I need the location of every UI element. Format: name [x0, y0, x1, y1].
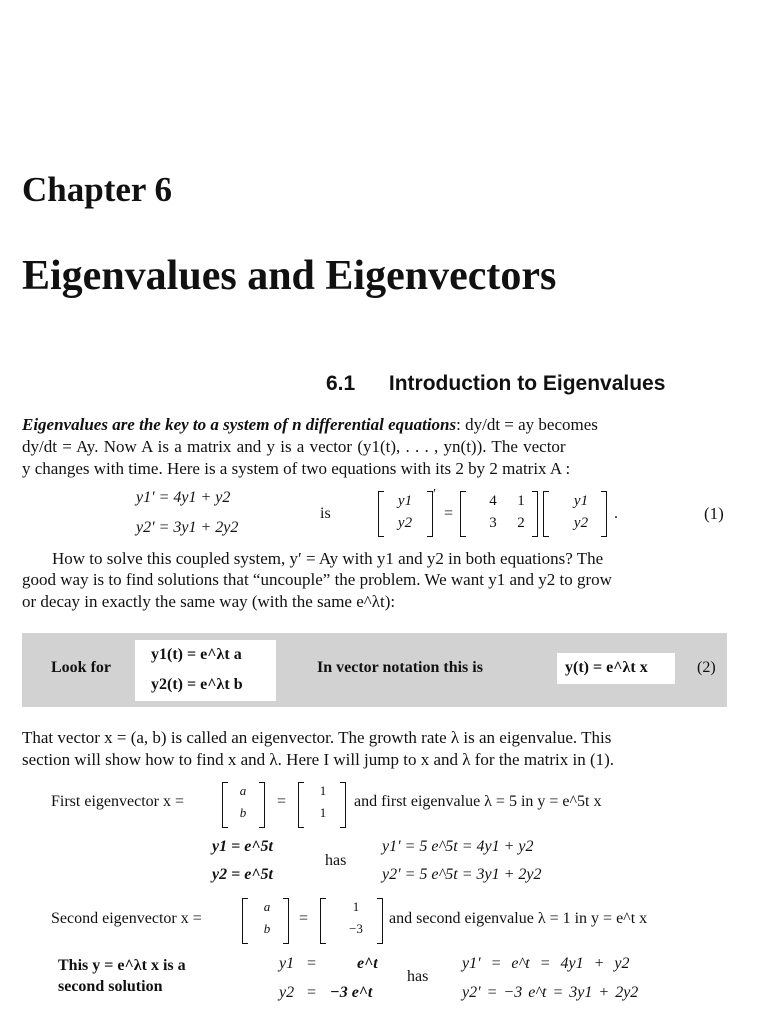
- second-eigenvector-label: Second eigenvector x =: [51, 910, 202, 927]
- para2-line-3: or decay in exactly the same way (with the same e^λt):: [22, 592, 396, 611]
- first-val-2: 1: [319, 805, 327, 820]
- system-eq-2: y2′ = 3y1 + 2y2: [136, 519, 239, 536]
- first-vec-a: a: [239, 783, 247, 798]
- first-vec-b: b: [239, 805, 247, 820]
- lhs-y1: y1: [397, 493, 413, 509]
- first-val-left-bracket: [298, 782, 304, 828]
- intro-line-3: y changes with time. Here is a system of two equations with its 2 by 2 matrix A :: [22, 459, 571, 478]
- para3-line-2: section will show how to find x and λ. Here I will jump to x and λ for the matrix in (1).: [22, 750, 615, 769]
- matrix-a21: 3: [489, 515, 497, 531]
- second-val-left-bracket: [320, 898, 326, 944]
- second-check-1: y1′ = e^t = 4y1 + y2: [462, 955, 630, 972]
- first-has: has: [325, 852, 347, 869]
- lhs-y2: y2: [397, 515, 413, 531]
- section-heading: [326, 372, 665, 396]
- look-for-label: Look for: [51, 659, 111, 676]
- first-check-2: y2′ = 5 e^5t = 3y1 + 2y2: [382, 866, 542, 883]
- vector-notation-text: In vector notation this is: [317, 659, 483, 676]
- rhs-left-bracket: [543, 491, 549, 537]
- intro-line-2: dy/dt = Ay. Now A is a matrix and y is a vector (y1(t), . . . , yn(t)). The vector: [22, 437, 566, 456]
- second-val-right-bracket: [377, 898, 383, 944]
- box-vector-eq: y(t) = e^λt x: [565, 659, 648, 676]
- first-val-1: 1: [319, 783, 327, 798]
- matrix-left-bracket: [460, 491, 466, 537]
- second-equals: =: [299, 910, 309, 927]
- matrix-right-bracket: [532, 491, 538, 537]
- second-solution-line-2: second solution: [58, 978, 163, 995]
- system-eq-1: y1′ = 4y1 + y2: [136, 489, 231, 506]
- second-vec-b: b: [263, 921, 271, 936]
- second-val-1: 1: [352, 899, 360, 914]
- second-val-2: −3: [349, 921, 363, 936]
- chapter-label: Chapter 6: [22, 170, 173, 209]
- second-y1-lhs: y1: [279, 955, 295, 972]
- lhs-left-bracket: [378, 491, 384, 537]
- second-vec-right-bracket: [283, 898, 289, 944]
- first-eigenvalue-text: and first eigenvalue λ = 5 in y = e^5t x: [354, 793, 602, 810]
- second-check-2: y2′ = −3 e^t = 3y1 + 2y2: [462, 984, 639, 1001]
- matrix-a12: 1: [517, 493, 525, 509]
- first-equals: =: [277, 793, 287, 810]
- second-has: has: [407, 968, 429, 985]
- system-is: is: [320, 505, 331, 522]
- first-y2: y2 = e^5t: [212, 866, 273, 883]
- para2-line-1: How to solve this coupled system, y′ = Ay with y1 and y2 in both equations? The: [52, 549, 604, 568]
- prime-mark: ′: [433, 487, 437, 502]
- box-y1: y1(t) = e^λt a: [151, 646, 242, 663]
- second-y2-lhs: y2: [279, 984, 295, 1001]
- second-y1-eq: =: [307, 955, 317, 972]
- intro-line1-rest: : dy/dt = ay becomes: [456, 415, 598, 434]
- box-y2: y2(t) = e^λt b: [151, 676, 243, 693]
- first-vec-right-bracket: [259, 782, 265, 828]
- first-val-right-bracket: [340, 782, 346, 828]
- second-vec-a: a: [263, 899, 271, 914]
- intro-lead: Eigenvalues are the key to a system of n differential equations: [22, 415, 457, 434]
- second-eigenvalue-text: and second eigenvalue λ = 1 in y = e^t x: [389, 910, 648, 927]
- chapter-title: Eigenvalues and Eigenvectors: [22, 253, 557, 299]
- eq-number-2: (2): [697, 659, 716, 676]
- matrix-a22: 2: [517, 515, 525, 531]
- second-vec-left-bracket: [242, 898, 248, 944]
- second-solution-line-1: This y = e^λt x is a: [58, 957, 186, 974]
- first-vec-left-bracket: [222, 782, 228, 828]
- second-y2-rhs: −3 e^t: [330, 984, 373, 1001]
- period: .: [614, 505, 618, 522]
- intro-line-1: [22, 415, 598, 435]
- matrix-a11: 4: [489, 493, 497, 509]
- equals-sign: =: [444, 505, 454, 522]
- first-eigenvector-label: First eigenvector x =: [51, 793, 184, 810]
- rhs-y2: y2: [573, 515, 589, 531]
- second-y2-eq: =: [307, 984, 317, 1001]
- eq-number-1: (1): [704, 504, 724, 523]
- section-number: 6.1: [326, 372, 356, 395]
- first-check-1: y1′ = 5 e^5t = 4y1 + y2: [382, 838, 534, 855]
- first-y1: y1 = e^5t: [212, 838, 273, 855]
- para2-line-2: good way is to find solutions that “uncouple” the problem. We want y1 and y2 to grow: [22, 570, 612, 589]
- rhs-right-bracket: [601, 491, 607, 537]
- rhs-y1: y1: [573, 493, 589, 509]
- para3-line-1: That vector x = (a, b) is called an eigenvector. The growth rate λ is an eigenvalue. This: [22, 728, 612, 747]
- second-y1-rhs: e^t: [357, 955, 378, 972]
- section-title: Introduction to Eigenvalues: [388, 372, 666, 395]
